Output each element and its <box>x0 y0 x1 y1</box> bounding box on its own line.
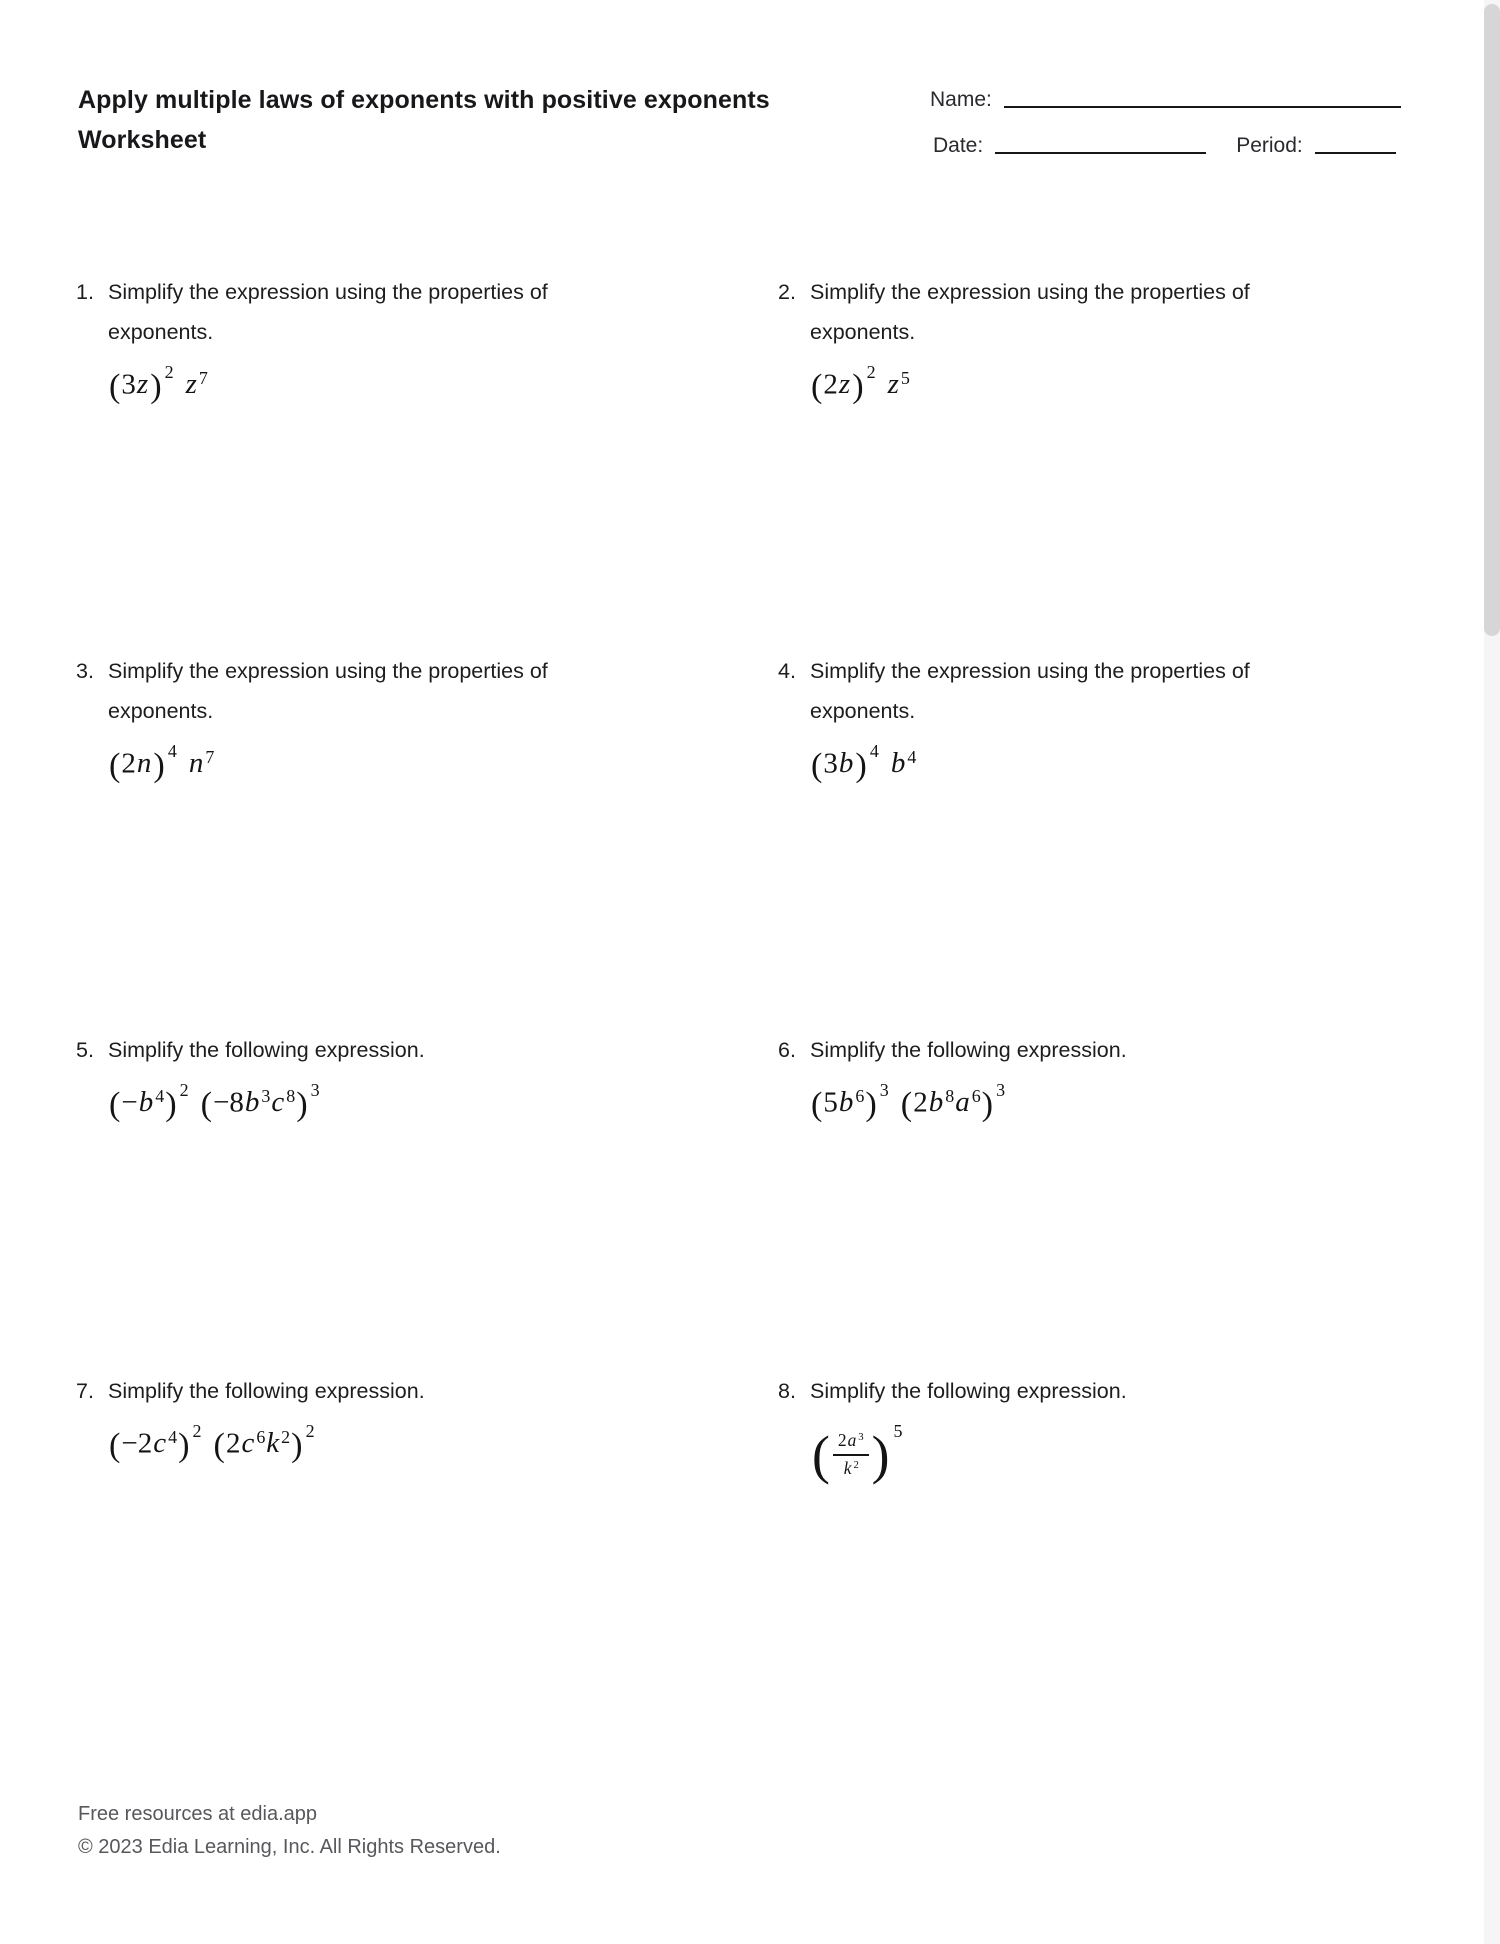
problem-4 <box>778 651 1398 785</box>
problem-7-prompt: Simplify the following expression. <box>108 1379 425 1403</box>
problem-2 <box>778 272 1398 406</box>
problem-7-heading <box>76 1371 696 1411</box>
problem-8-heading <box>778 1371 1398 1411</box>
problem-2-expression: (2z) $^2$ z $^5$ <box>811 362 910 405</box>
problem-4-prompt: Simplify the expression using the properties of exponents. <box>810 659 1250 723</box>
period-label: Period: <box>1236 134 1303 157</box>
problem-7 <box>76 1371 696 1465</box>
page-title: Apply multiple laws of exponents with positive exponents Worksheet <box>78 86 770 154</box>
scrollbar-track[interactable] <box>1484 0 1500 1944</box>
problem-3-prompt: Simplify the expression using the properties of exponents. <box>108 659 548 723</box>
date-period-field-row <box>933 134 1396 158</box>
problem-8-number: 8. <box>778 1379 796 1403</box>
problem-6-prompt: Simplify the following expression. <box>810 1038 1127 1062</box>
problem-8-prompt: Simplify the following expression. <box>810 1379 1127 1403</box>
problem-4-heading <box>778 651 1398 731</box>
problem-4-expression: (3b) $^4$ b $^4$ <box>811 741 917 784</box>
name-blank-line <box>1004 106 1401 108</box>
problem-3 <box>76 651 696 785</box>
period-blank-line <box>1315 152 1396 154</box>
problem-3-expression: (2n) $^4$ n $^7$ <box>109 741 215 784</box>
problem-1-prompt: Simplify the expression using the properties of exponents. <box>108 280 548 344</box>
problem-7-number: 7. <box>76 1379 94 1403</box>
problem-5-expression: (−b $^4$) $^2$ (−8b $^3$c $^8$) $^3$ <box>109 1080 320 1123</box>
problem-6 <box>778 1030 1398 1124</box>
name-field-row <box>930 88 1401 112</box>
scrollbar-thumb[interactable] <box>1484 4 1500 636</box>
problem-5-number: 5. <box>76 1038 94 1062</box>
problem-4-number: 4. <box>778 659 796 683</box>
problem-2-number: 2. <box>778 280 796 304</box>
problem-5-prompt: Simplify the following expression. <box>108 1038 425 1062</box>
date-label: Date: <box>933 134 984 157</box>
page-footer: Free resources at edia.app © 2023 Edia Learning, Inc. All Rights Reserved. <box>78 1803 501 1858</box>
problem-8-expression: ( $\frac{2a ^3}{k ^2}$ ) $^5$ <box>812 1421 903 1485</box>
problem-5 <box>76 1030 696 1124</box>
problem-1-heading <box>76 272 696 352</box>
problem-5-heading <box>76 1030 696 1070</box>
problem-3-number: 3. <box>76 659 94 683</box>
problem-6-heading <box>778 1030 1398 1070</box>
problem-8 <box>778 1371 1398 1486</box>
problem-2-heading <box>778 272 1398 352</box>
date-blank-line <box>995 152 1206 154</box>
problem-6-number: 6. <box>778 1038 796 1062</box>
problem-1-expression: (3z) $^2$ z $^7$ <box>109 362 208 405</box>
problem-1-number: 1. <box>76 280 94 304</box>
problem-2-prompt: Simplify the expression using the properties of exponents. <box>810 280 1250 344</box>
problem-1 <box>76 272 696 406</box>
problem-7-expression: (−2c $^4$) $^2$ (2c $^6$k $^2$) $^2$ <box>109 1421 315 1464</box>
problem-3-heading <box>76 651 696 731</box>
name-label: Name: <box>930 88 992 111</box>
problem-6-expression: (5b $^6$) $^3$ (2b $^8$a $^6$) $^3$ <box>811 1080 1006 1123</box>
